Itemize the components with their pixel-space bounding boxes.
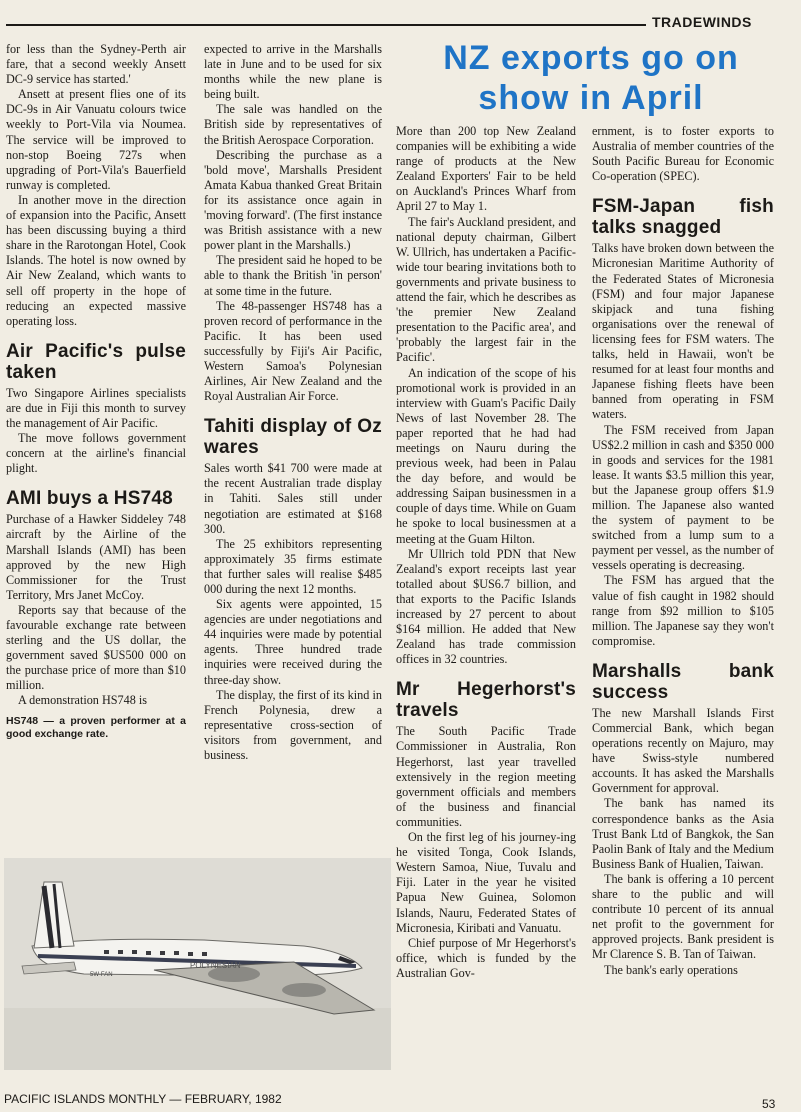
paragraph: In another move in the direction of expansion into the Pacific, Ansett has been discussing buying a third share in the Rarotongan Hotel, Cook Islands. The hotel is now owned by Air New Zealand, which wants to sell off property in the hope of reducing an expected massive operating loss.	[6, 192, 186, 328]
paragraph: Two Singapore Airlines specialists are due in Fiji this month to survey the management of Air Pacific.	[6, 385, 186, 430]
paragraph: Chief purpose of Mr Hegerhorst's office, which is funded by the Australian Gov-	[396, 935, 576, 980]
paragraph: The FSM has argued that the value of fish caught in 1982 should range from $92 million to $105 million. The Japanese say they won't compromise.	[592, 573, 774, 648]
headline-tahiti: Tahiti display of Oz wares	[204, 416, 382, 459]
paragraph: The bank has named its correspondence banks as the Asia Trust Bank Ltd of Bangkok, the San Paolin Bank of Italy and the Medium Business Bank of Hualien, Taiwan.	[592, 796, 774, 871]
page-number: 53	[762, 1097, 776, 1111]
paragraph: The bank's early operations	[604, 962, 738, 977]
paragraph: The 25 exhibitors representing approximately 35 firms estimate that further sales will realise $485 000 during the next 12 months.	[204, 536, 382, 596]
paragraph: The sale was handled on the British side by representatives of the British Aerospace Corporation.	[204, 102, 382, 147]
aircraft-livery-text: POLYNESIAN	[190, 961, 241, 970]
paragraph: ernment, is to foster exports to Australia of member countries of the South Pacific Bureau for Economic Co-operation (SPEC).	[592, 124, 774, 184]
paragraph: More than 200 top New Zealand companies will be exhibiting a wide range of products at the New Zealand Exporters' Fair to be held on Auckland's Princes Wharf from April 27 to May 1.	[396, 124, 576, 214]
paragraph: expected to arrive in the Marshalls late in June and to be used for six months while the new plane is being built.	[204, 42, 382, 102]
paragraph: The bank is offering a 10 percent share to the public and will contribute 10 percent of its annual net profit to the government for approved projects. Bank president is Mr Clarence S. B. Tan of Taiwan.	[592, 871, 774, 962]
paragraph: The fair's Auckland president, and national deputy chairman, Gilbert W. Ullrich, has undertaken a Pacific-wide tour bearing invitations both to governments and private business to attend the fair, which he describes as 'the premier New Zealand presentation to the Pacific area', and 'probably the largest fair in the Pacific'.	[396, 214, 576, 365]
paragraph: On the first leg of his journey-ing he visited Tonga, Cook Islands, Western Samoa, Niue, Tuvalu and Fiji. Later in the year he visited Papua New Guinea, Solomon Islands, Nauru, Federated States of Micronesia, Kiribati and Vanuatu.	[396, 830, 576, 935]
section-title: TRADEWINDS	[652, 14, 752, 30]
paragraph: Mr Ullrich told PDN that New Zealand's export receipts last year totalled about $US6.7 billion, and that exports to the Pacific Islands increased by 27 percent to about $164 million. He added that New Zealand has trade commission offices in 32 countries.	[396, 546, 576, 667]
paragraph: Sales worth $41 700 were made at the recent Australian trade display in Tahiti. Sales still under negotiation are estimated at $168 300.	[204, 461, 382, 536]
hs748-aircraft-illustration	[4, 858, 391, 1070]
paragraph: The FSM received from Japan US$2.2 million in cash and $350 000 in goods and services for the 1981 lease. It wants $3.5 million this year, but the Japanese group offers $1.9 million. The Japanese also wanted the system of payment to be switched from a lump sum to a payment per vessel, as the number of vessels operating is decreasing.	[592, 422, 774, 573]
paragraph: Reports say that because of the favourable exchange rate between sterling and the US dollar, the government saved $US500 000 on the purchase price of more than $10 million.	[6, 602, 186, 693]
paragraph: The move follows government concern at the airline's financial plight.	[6, 431, 186, 476]
paragraph: An indication of the scope of his promotional work is provided in an interview with Guam's Pacific Daily News of last November 28. The paper reported that he had had meetings on Nauru during the previous week, had been in Palau the day before, and would be addressing Saipan businessmen in a couple of days time. While on Guam he spoke to local businessmen at a meeting at the Guam Hilton.	[396, 365, 576, 546]
header-rule	[6, 24, 646, 26]
aircraft-registration-text: 5W-FAN	[90, 972, 113, 978]
footer-publication: PACIFIC ISLANDS MONTHLY — FEBRUARY, 1982	[4, 1092, 282, 1106]
paragraph: for less than the Sydney-Perth air fare, that a second weekly Ansett DC-9 service has started.'	[6, 42, 186, 87]
paragraph: The new Marshall Islands First Commercial Bank, which began operations recently on Majuro, may have Swiss-style numbered accounts. It has asked the Marshalls Government for approval.	[592, 705, 774, 796]
paragraph: The display, the first of its kind in French Polynesia, drew a representative cross-section of visitors from government, and business.	[204, 687, 382, 763]
paragraph: Talks have broken down between the Micronesian Maritime Authority of the Federated States of Micronesia (FSM) and four major Japanese skipjack and tuna fishing organisations over the renewal of licensing fees for FSM waters. The talks, held in Hawaii, won't be resumed for at least four months and Japanese fishing fleets have been banned from operating in FSM waters.	[592, 241, 774, 422]
paragraph: The president said he hoped to be able to thank the British 'in person' at some time in the future.	[204, 253, 382, 298]
column-3	[396, 124, 576, 981]
column-1	[6, 42, 186, 741]
headline-fsm: FSM-Japan fish talks snagged	[592, 196, 774, 239]
column-2	[204, 42, 382, 763]
paragraph: Describing the purchase as a 'bold move', Marshalls President Amata Kabua thanked Great Britain for its assistance once again in 'moving forward'. (The first instance was British assistance with a new power plant in the Marshalls.)	[204, 147, 383, 253]
photo-caption: HS748 — a proven performer at a good exchange rate.	[6, 714, 186, 740]
column-4	[592, 124, 774, 978]
aircraft-photo	[4, 858, 391, 1070]
headline-air-pacific: Air Pacific's pulse taken	[6, 340, 186, 383]
main-headline: NZ exports go on show in April	[443, 39, 739, 117]
paragraph: The South Pacific Trade Commissioner in Australia, Ron Hegerhorst, last year travelled extensively in the region meeting government officials and members of the business and financial communities.	[396, 724, 576, 829]
paragraph: Purchase of a Hawker Siddeley 748 aircraft by the Airline of the Marshall Islands (AMI) has been approved by the new High Commissioner for the Trust Territory, Mrs Janet McCoy.	[6, 512, 186, 602]
paragraph: A demonstration HS748 is	[18, 693, 147, 708]
headline-hegerhorst: Mr Hegerhorst's travels	[396, 679, 576, 722]
paragraph: Ansett at present flies one of its DC-9s in Air Vanuatu colours twice weekly to Port-Vila via Noumea. The service will be improved to non-stop Boeing 727s when upgrading of Port-Vila's Bauerfield runway is completed.	[6, 87, 186, 192]
paragraph: The 48-passenger HS748 has a proven record of performance in the Pacific. It has been used successfully by Fiji's Air Pacific, Western Samoa's Polynesian Airlines, Air New Zealand and the Royal Australian Air Force.	[204, 298, 382, 404]
headline-marshalls-bank: Marshalls bank success	[592, 660, 774, 703]
headline-ami: AMI buys a HS748	[6, 488, 173, 510]
paragraph: Six agents were appointed, 15 agencies are under negotiations and 44 inquiries were made by potential agents. Three hundred trade inquiries were received during the three-day show.	[204, 597, 382, 687]
